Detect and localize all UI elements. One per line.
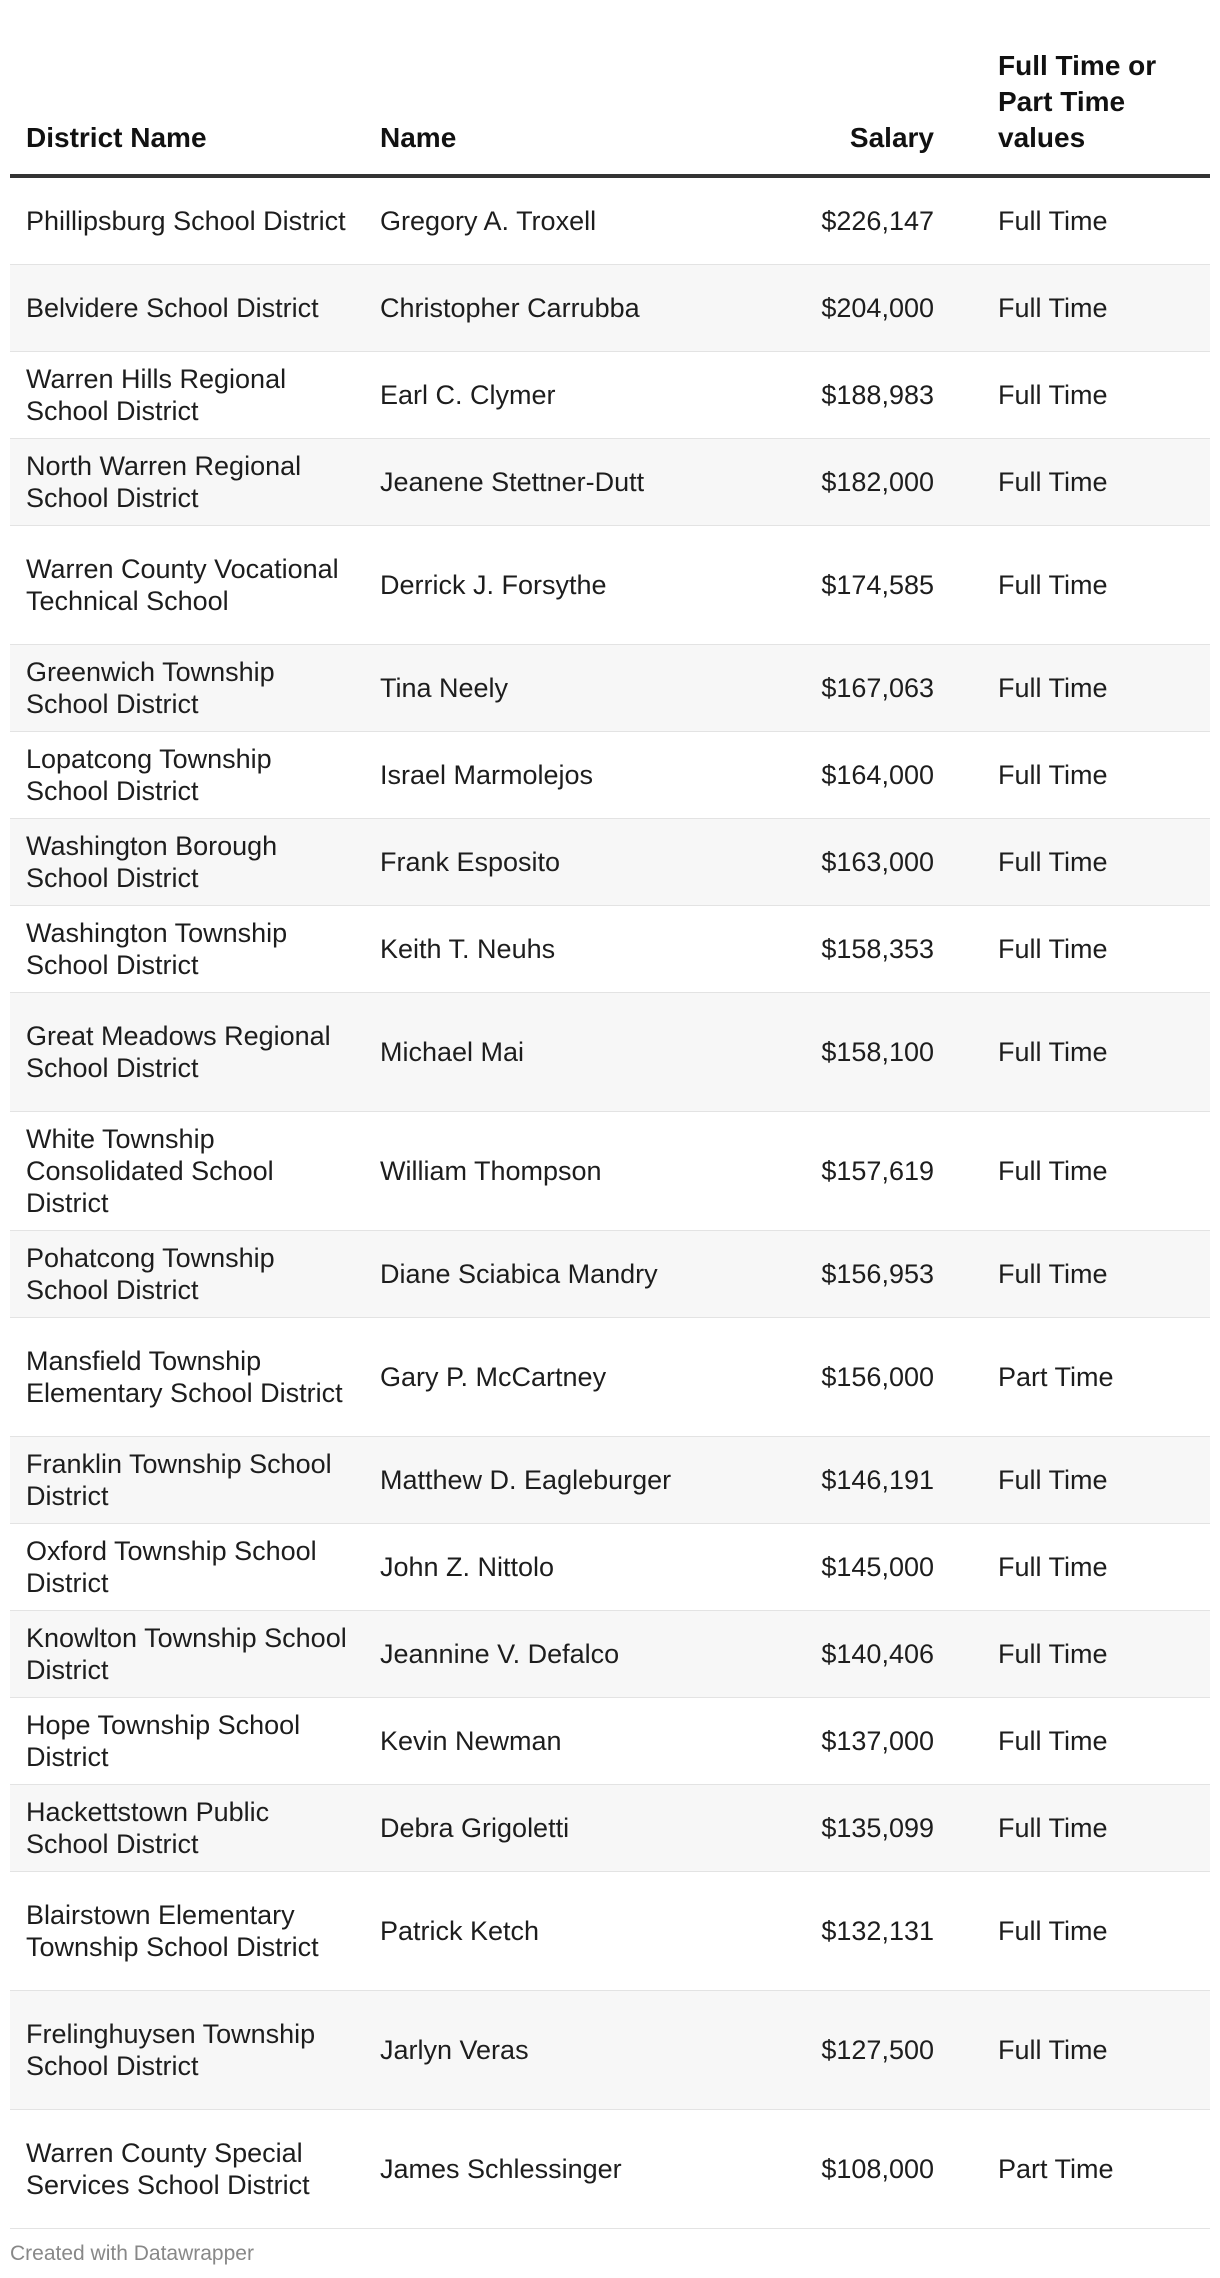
cell-name: Jeanene Stettner-Dutt [364, 439, 786, 526]
table-row [10, 439, 1210, 526]
cell-district: Washington Township School District [10, 906, 364, 993]
table-row [10, 1611, 1210, 1698]
column-header-name[interactable]: Name [364, 40, 786, 176]
cell-name: Patrick Ketch [364, 1872, 786, 1991]
table-row [10, 1698, 1210, 1785]
cell-name: Gary P. McCartney [364, 1318, 786, 1437]
cell-district: Belvidere School District [10, 265, 364, 352]
cell-name: John Z. Nittolo [364, 1524, 786, 1611]
table-row [10, 1318, 1210, 1437]
header-row [10, 40, 1210, 176]
table-row [10, 176, 1210, 265]
cell-employment-type: Full Time [956, 993, 1210, 1112]
column-header-employment-type[interactable]: Full Time or Part Time values [956, 40, 1210, 176]
cell-salary: $145,000 [786, 1524, 956, 1611]
cell-employment-type: Full Time [956, 732, 1210, 819]
salary-table [10, 40, 1210, 2229]
cell-name: Diane Sciabica Mandry [364, 1231, 786, 1318]
cell-salary: $127,500 [786, 1991, 956, 2110]
cell-district: Blairstown Elementary Township School District [10, 1872, 364, 1991]
cell-salary: $164,000 [786, 732, 956, 819]
cell-name: William Thompson [364, 1112, 786, 1231]
table-row [10, 645, 1210, 732]
cell-employment-type: Full Time [956, 1698, 1210, 1785]
cell-salary: $156,953 [786, 1231, 956, 1318]
column-header-district-name[interactable]: District Name [10, 40, 364, 176]
cell-district: Washington Borough School District [10, 819, 364, 906]
cell-employment-type: Full Time [956, 265, 1210, 352]
cell-salary: $188,983 [786, 352, 956, 439]
table-row [10, 526, 1210, 645]
cell-salary: $158,100 [786, 993, 956, 1112]
cell-salary: $140,406 [786, 1611, 956, 1698]
cell-employment-type: Part Time [956, 2110, 1210, 2229]
cell-district: Oxford Township School District [10, 1524, 364, 1611]
cell-salary: $137,000 [786, 1698, 956, 1785]
cell-district: Great Meadows Regional School District [10, 993, 364, 1112]
salary-table-container [10, 40, 1210, 2229]
cell-employment-type: Full Time [956, 176, 1210, 265]
cell-district: White Township Consolidated School District [10, 1112, 364, 1231]
cell-district: Franklin Township School District [10, 1437, 364, 1524]
cell-employment-type: Full Time [956, 1785, 1210, 1872]
cell-name: James Schlessinger [364, 2110, 786, 2229]
cell-name: Tina Neely [364, 645, 786, 732]
column-header-salary[interactable]: Salary [786, 40, 956, 176]
cell-name: Matthew D. Eagleburger [364, 1437, 786, 1524]
cell-district: Hackettstown Public School District [10, 1785, 364, 1872]
cell-employment-type: Full Time [956, 1112, 1210, 1231]
cell-name: Debra Grigoletti [364, 1785, 786, 1872]
cell-district: Knowlton Township School District [10, 1611, 364, 1698]
table-row [10, 1872, 1210, 1991]
table-row [10, 819, 1210, 906]
table-row [10, 352, 1210, 439]
table-row [10, 906, 1210, 993]
cell-name: Frank Esposito [364, 819, 786, 906]
cell-salary: $167,063 [786, 645, 956, 732]
cell-employment-type: Full Time [956, 906, 1210, 993]
cell-name: Earl C. Clymer [364, 352, 786, 439]
cell-salary: $226,147 [786, 176, 956, 265]
cell-salary: $174,585 [786, 526, 956, 645]
cell-district: Frelinghuysen Township School District [10, 1991, 364, 2110]
cell-employment-type: Full Time [956, 439, 1210, 526]
cell-name: Jarlyn Veras [364, 1991, 786, 2110]
cell-salary: $135,099 [786, 1785, 956, 1872]
cell-employment-type: Full Time [956, 645, 1210, 732]
cell-salary: $156,000 [786, 1318, 956, 1437]
cell-employment-type: Part Time [956, 1318, 1210, 1437]
table-row [10, 1524, 1210, 1611]
cell-name: Israel Marmolejos [364, 732, 786, 819]
table-row [10, 732, 1210, 819]
cell-salary: $146,191 [786, 1437, 956, 1524]
cell-district: Warren Hills Regional School District [10, 352, 364, 439]
table-row [10, 993, 1210, 1112]
cell-salary: $163,000 [786, 819, 956, 906]
cell-district: Lopatcong Township School District [10, 732, 364, 819]
cell-employment-type: Full Time [956, 352, 1210, 439]
table-body [10, 176, 1210, 2229]
cell-name: Jeannine V. Defalco [364, 1611, 786, 1698]
table-row [10, 265, 1210, 352]
cell-district: Greenwich Township School District [10, 645, 364, 732]
cell-employment-type: Full Time [956, 1872, 1210, 1991]
table-header [10, 40, 1210, 176]
cell-district: Pohatcong Township School District [10, 1231, 364, 1318]
datawrapper-credit[interactable]: Created with Datawrapper [10, 2242, 254, 2265]
cell-name: Derrick J. Forsythe [364, 526, 786, 645]
cell-salary: $204,000 [786, 265, 956, 352]
cell-district: North Warren Regional School District [10, 439, 364, 526]
cell-salary: $132,131 [786, 1872, 956, 1991]
cell-salary: $157,619 [786, 1112, 956, 1231]
cell-district: Warren County Vocational Technical School [10, 526, 364, 645]
table-row [10, 1991, 1210, 2110]
table-row [10, 1231, 1210, 1318]
cell-employment-type: Full Time [956, 1231, 1210, 1318]
cell-employment-type: Full Time [956, 526, 1210, 645]
cell-name: Christopher Carrubba [364, 265, 786, 352]
cell-district: Mansfield Township Elementary School District [10, 1318, 364, 1437]
table-row [10, 1437, 1210, 1524]
cell-employment-type: Full Time [956, 1437, 1210, 1524]
cell-name: Michael Mai [364, 993, 786, 1112]
cell-district: Hope Township School District [10, 1698, 364, 1785]
table-row [10, 1785, 1210, 1872]
cell-name: Gregory A. Troxell [364, 176, 786, 265]
table-row [10, 1112, 1210, 1231]
cell-employment-type: Full Time [956, 1991, 1210, 2110]
cell-name: Keith T. Neuhs [364, 906, 786, 993]
cell-salary: $108,000 [786, 2110, 956, 2229]
cell-name: Kevin Newman [364, 1698, 786, 1785]
cell-employment-type: Full Time [956, 1611, 1210, 1698]
cell-salary: $158,353 [786, 906, 956, 993]
cell-employment-type: Full Time [956, 1524, 1210, 1611]
cell-district: Warren County Special Services School District [10, 2110, 364, 2229]
cell-salary: $182,000 [786, 439, 956, 526]
cell-employment-type: Full Time [956, 819, 1210, 906]
table-row [10, 2110, 1210, 2229]
cell-district: Phillipsburg School District [10, 176, 364, 265]
